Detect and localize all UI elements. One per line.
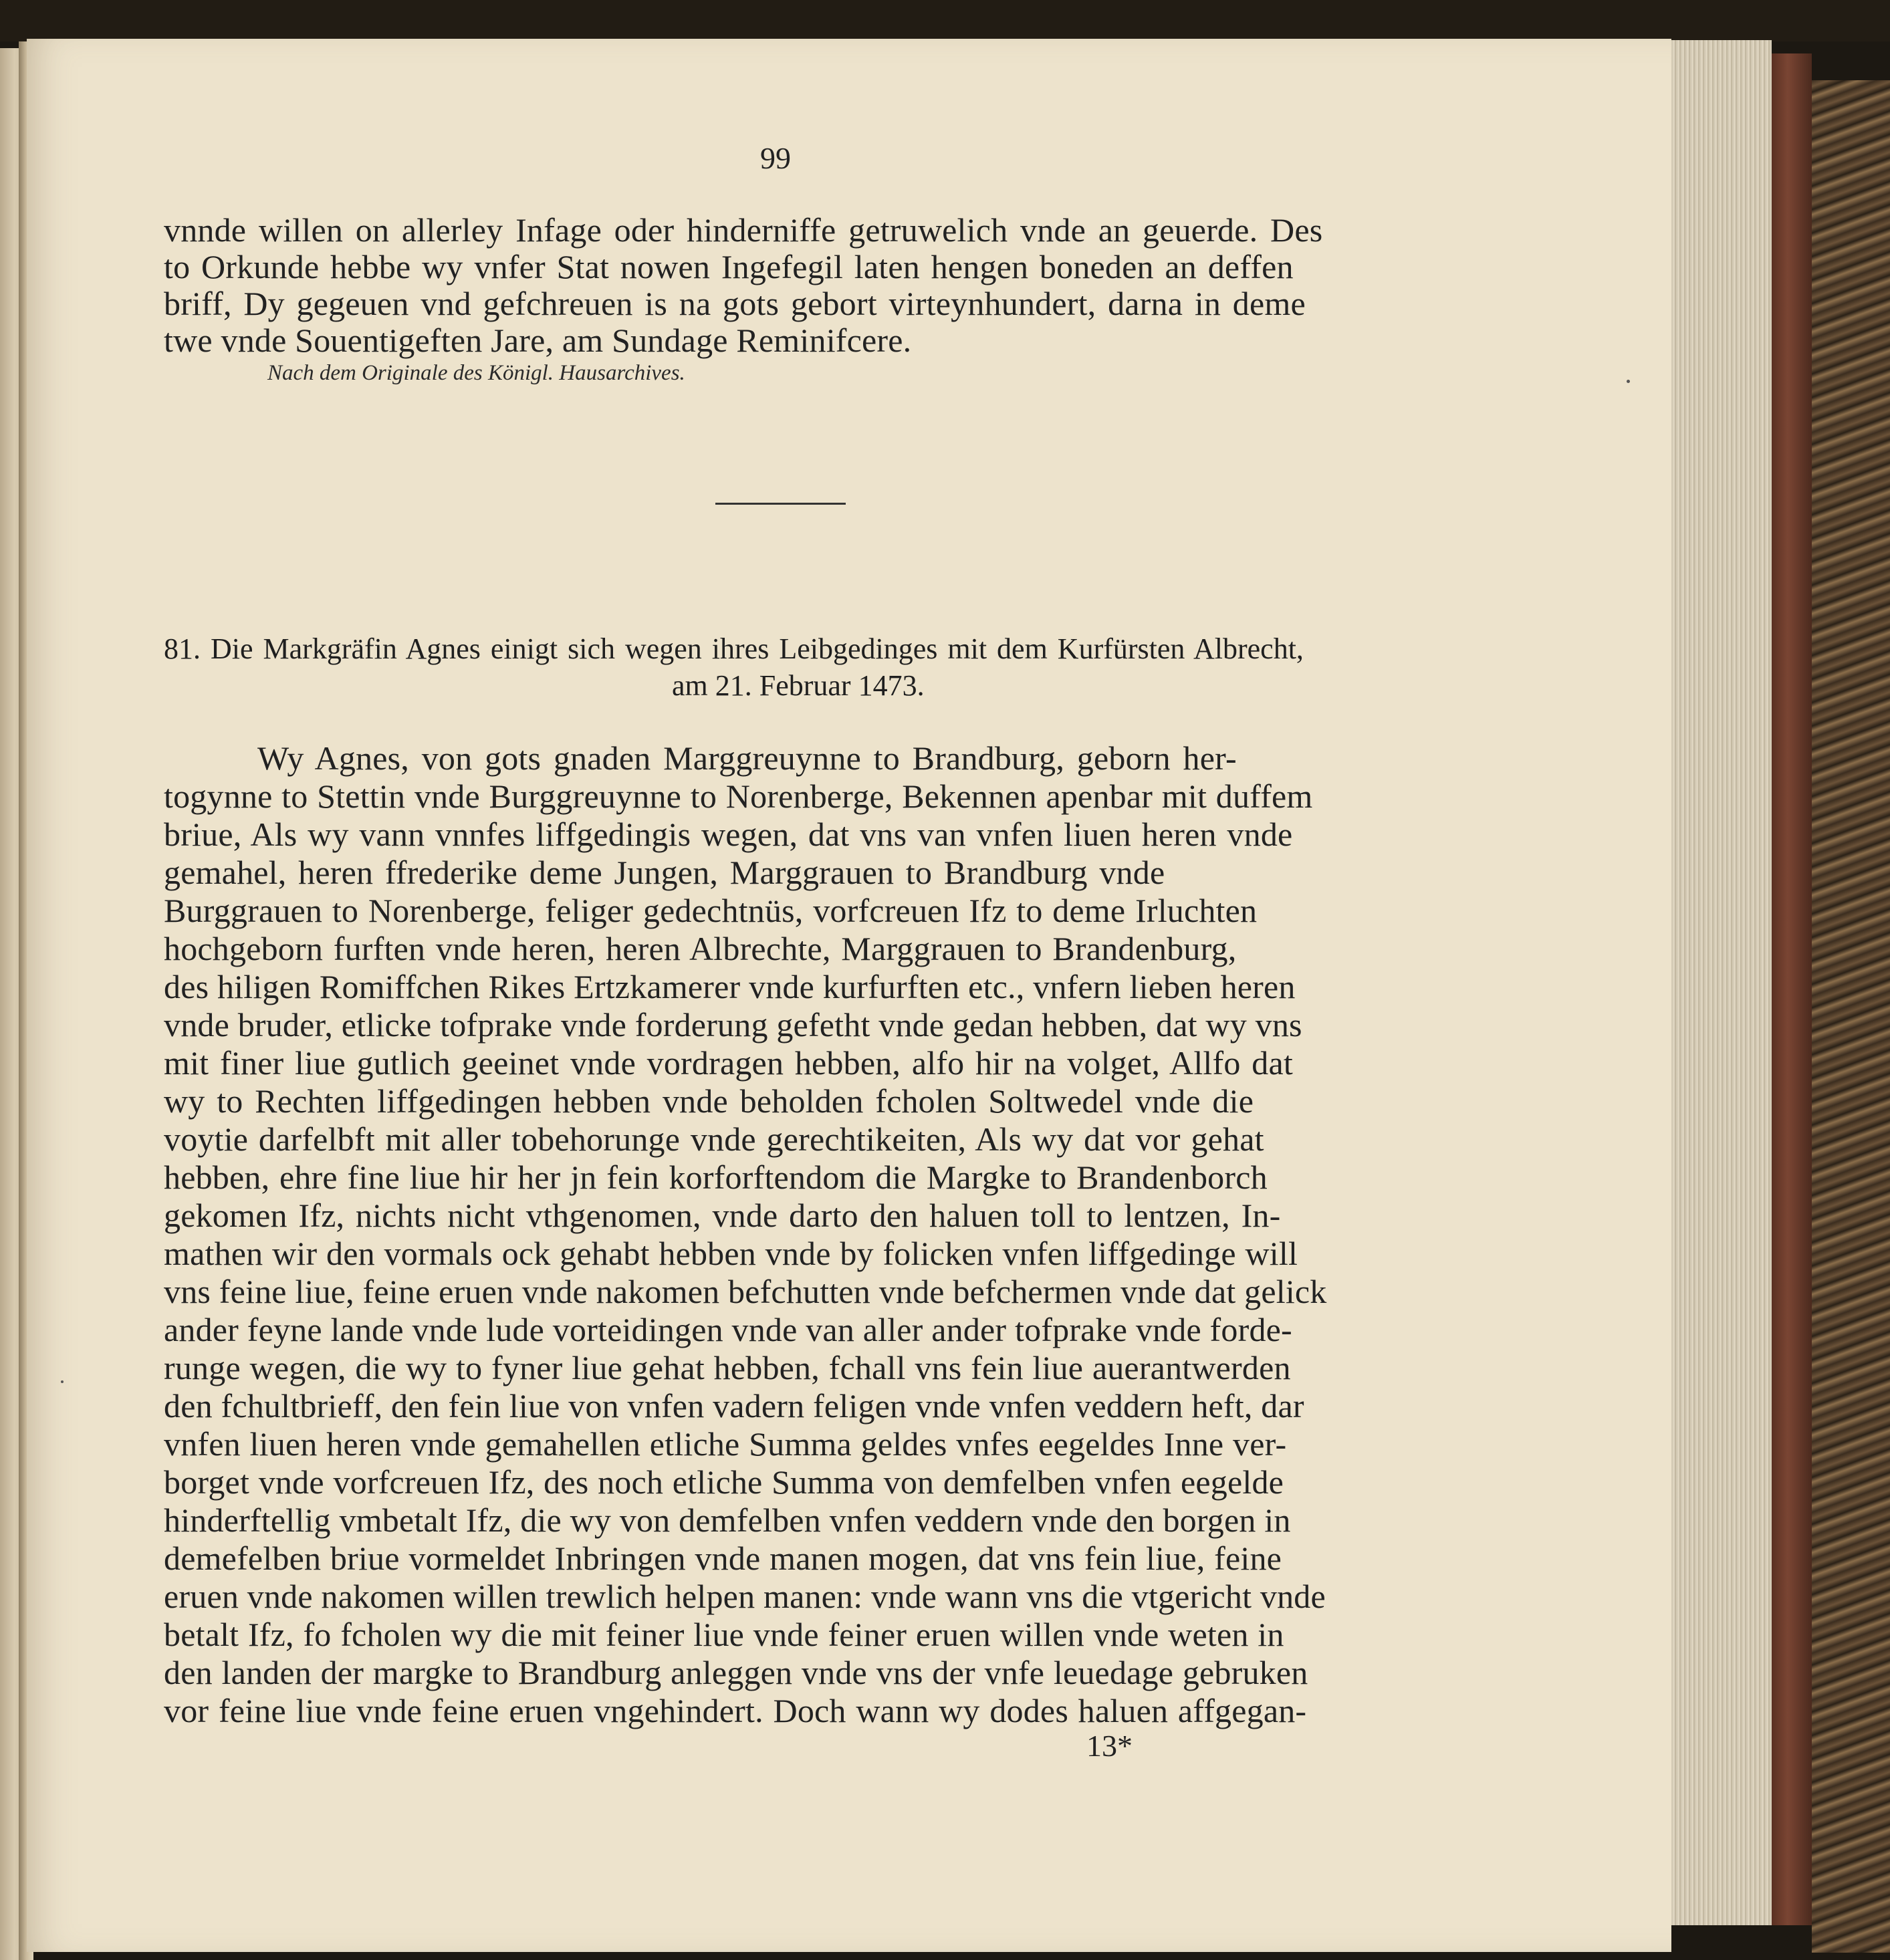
page-number: 99 [760, 141, 791, 175]
text-line: mit finer liue gutlich geeinet vnde vordragen hebben, alfo hir na volget, Allfo dat [164, 1044, 1293, 1082]
text-line: ander feyne lande vnde lude vorteidingen vnde van aller ander tofprake vnde forde- [164, 1311, 1292, 1348]
source-note: Nach dem Originale des Königl. Hausarchives. [267, 361, 685, 385]
text-line: briff, Dy gegeuen vnd gefchreuen is na gots gebort virteynhundert, darna in deme [164, 285, 1306, 322]
heading-line-1: 81. Die Markgräfin Agnes einigt sich wegen ihres Leibgedinges mit dem Kurfürsten Albrecht, [164, 632, 1304, 665]
text-line: gekomen Ifz, nichts nicht vthgenomen, vnde darto den haluen toll to lentzen, In- [164, 1197, 1281, 1234]
text-line: hebben, ehre fine liue hir her jn fein korforftendom die Margke to Brandenborch [164, 1158, 1268, 1196]
text-line: hochgeborn furften vnde heren, heren Albrechte, Marggrauen to Brandenburg, [164, 930, 1237, 967]
book-cover-top [0, 0, 1890, 41]
text-line: Wy Agnes, von gots gnaden Marggreuynne to Brandburg, geborn her- [257, 739, 1237, 777]
paper-speck [1627, 380, 1630, 383]
text-line: den fchultbrieff, den fein liue von vnfen vadern feligen vnde vnfen veddern heft, dar [164, 1387, 1304, 1425]
text-line: togynne to Stettin vnde Burggreuynne to Norenberge, Bekennen apenbar mit duffem [164, 777, 1313, 815]
text-line: den landen der margke to Brandburg anleggen vnde vns der vnfe leuedage gebruken [164, 1654, 1308, 1691]
marbled-cover-board [1812, 80, 1890, 1953]
text-line: Burggrauen to Norenberge, feliger gedechtnüs, vorfcreuen Ifz to deme Irluchten [164, 892, 1258, 929]
text-line: betalt Ifz, fo fcholen wy die mit feiner liue vnde feiner eruen willen vnde weten in [164, 1616, 1284, 1653]
text-line: hinderftellig vmbetalt Ifz, die wy von demfelben vnfen veddern vnde den borgen in [164, 1501, 1291, 1539]
text-line: vor feine liue vnde feine eruen vngehindert. Doch wann wy dodes haluen affgegan- [164, 1692, 1307, 1729]
section-divider [715, 503, 846, 505]
text-line: voytie darfelbft mit aller tobehorunge vnde gerechtikeiten, Als wy dat vor gehat [164, 1120, 1264, 1158]
paper-speck [61, 1380, 64, 1383]
text-line: wy to Rechten liffgedingen hebben vnde beholden fcholen Soltwedel vnde die [164, 1082, 1254, 1120]
book-spine [1772, 53, 1812, 1925]
text-line: vnnde willen on allerley Infage oder hinderniffe getruwelich vnde an geuerde. Des [164, 211, 1323, 249]
text-line: borget vnde vorfcreuen Ifz, des noch etliche Summa von demfelben vnfen eegelde [164, 1463, 1284, 1501]
text-line: gemahel, heren ffrederike deme Jungen, Marggrauen to Brandburg vnde [164, 854, 1165, 891]
text-line: mathen wir den vormals ock gehabt hebben vnde by folicken vnfen liffgedinge will [164, 1235, 1298, 1272]
text-line: demefelben briue vormeldet Inbringen vnde manen mogen, dat vns fein liue, feine [164, 1540, 1282, 1577]
text-line: des hiligen Romiffchen Rikes Ertzkamerer vnde kurfurften etc., vnfern lieben heren [164, 968, 1296, 1005]
page-stack-edge [1658, 40, 1772, 1925]
text-line: briue, Als wy vann vnnfes liffgedingis wegen, dat vns van vnfen liuen heren vnde [164, 816, 1293, 853]
text-line: vnfen liuen heren vnde gemahellen etliche Summa geldes vnfes eegeldes Inne ver- [164, 1425, 1287, 1463]
heading-line-2: am 21. Februar 1473. [672, 669, 925, 702]
text-line: runge wegen, die wy to fyner liue gehat hebben, fchall vns fein liue auerantwerden [164, 1349, 1291, 1386]
text-line: vns feine liue, feine eruen vnde nakomen befchutten vnde befchermen vnde dat gelick [164, 1273, 1327, 1310]
signature-mark: 13* [1086, 1729, 1133, 1763]
text-line: eruen vnde nakomen willen trewlich helpen manen: vnde wann vns die vtgericht vnde [164, 1578, 1326, 1615]
text-line: twe vnde Souentigeften Jare, am Sundage Reminifcere. [164, 322, 912, 359]
text-line: to Orkunde hebbe wy vnfer Stat nowen Ingefegil laten hengen boneden an deffen [164, 248, 1294, 285]
text-line: vnde bruder, etlicke tofprake vnde forderung gefetht vnde gedan hebben, dat wy vns [164, 1006, 1302, 1044]
